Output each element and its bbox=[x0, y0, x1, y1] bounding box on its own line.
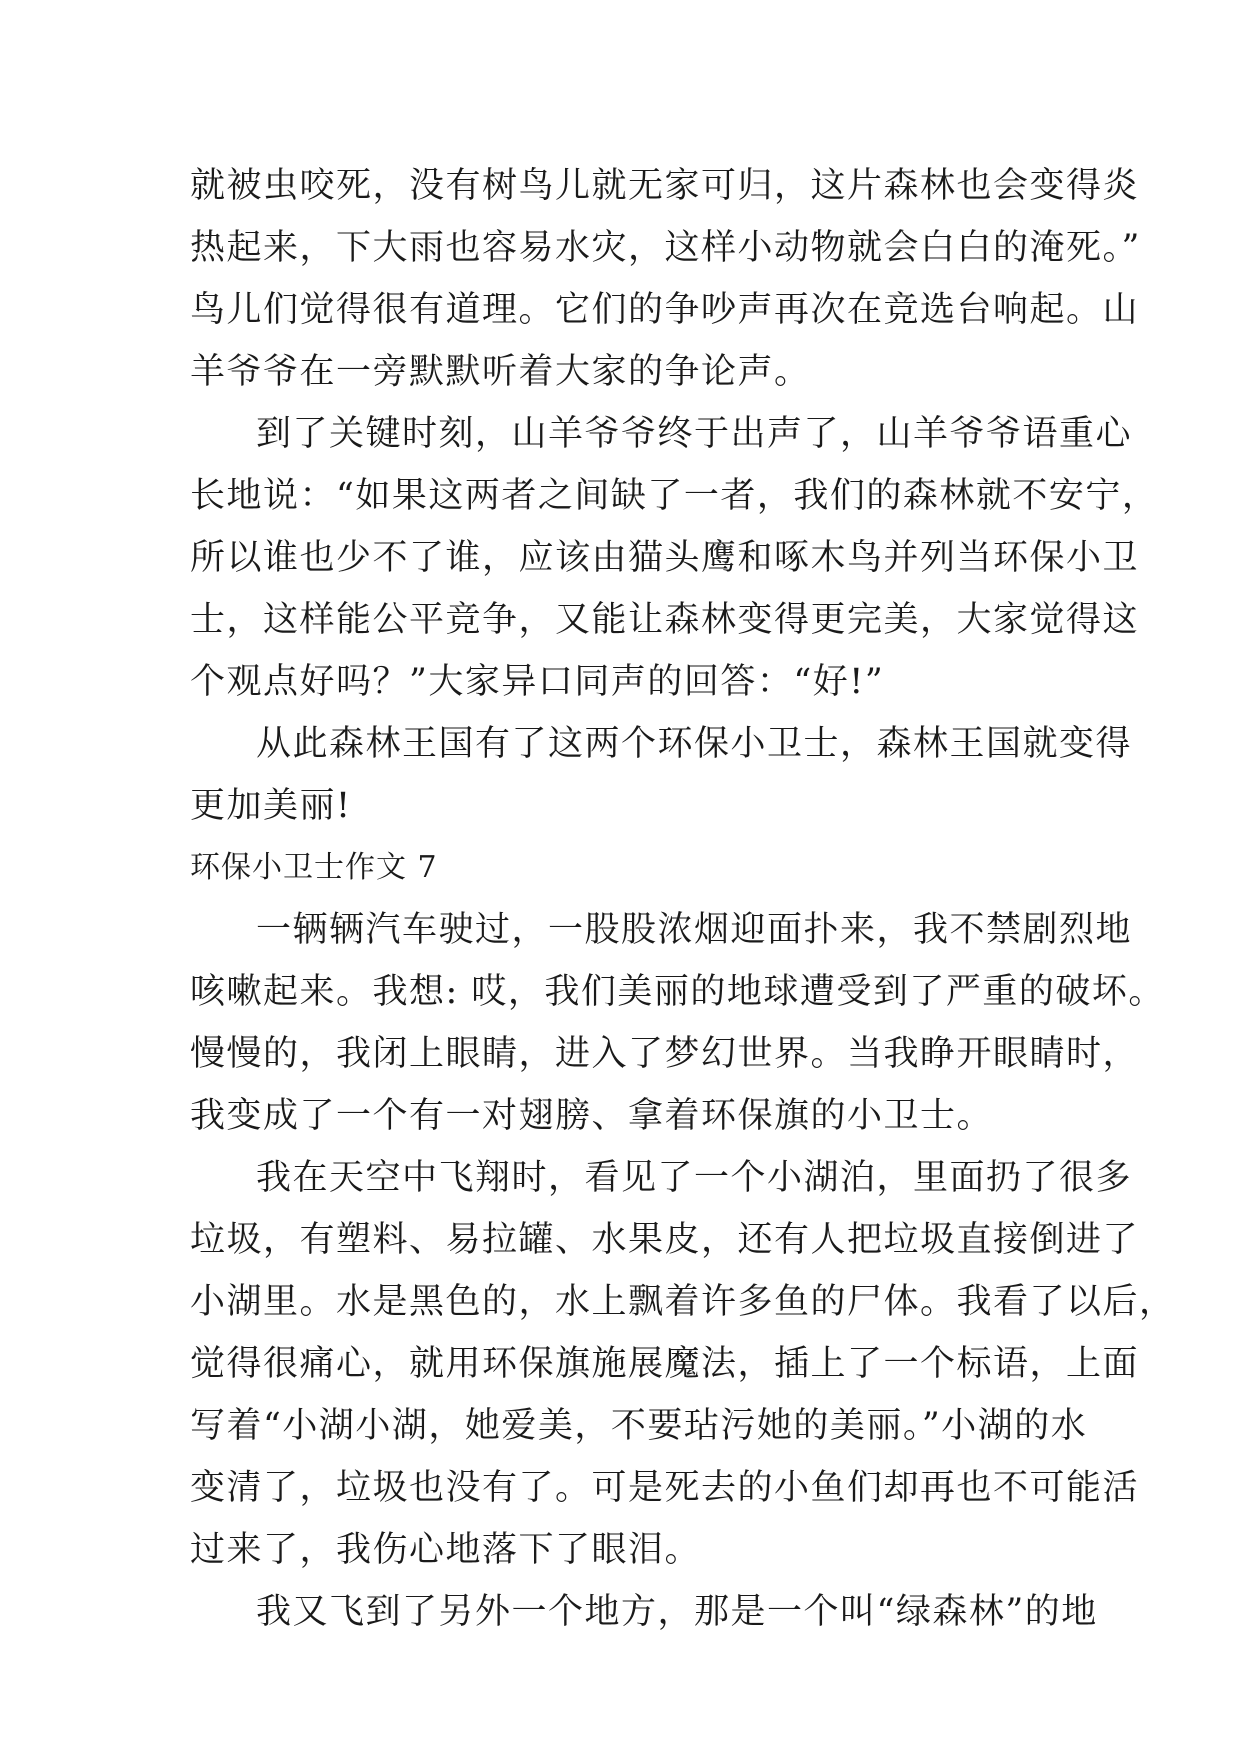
paragraph-start-line: 我在天空中飞翔时，看见了一个小湖泊，里面扔了很多 bbox=[256, 1158, 1133, 1198]
text-line-21: 写着“小湖小湖，她爱美，不要玷污她的美丽。”小湖的水 bbox=[190, 1406, 1088, 1446]
document-page bbox=[190, 155, 1176, 1643]
paragraph-start-line: 到了关键时刻，山羊爷爷终于出声了，山羊爷爷语重心 bbox=[256, 414, 1133, 454]
text-line-8: 士，这样能公平竞争，又能让森林变得更完美，大家觉得这 bbox=[190, 600, 1140, 640]
text-line-4: 羊爷爷在一旁默默听着大家的争论声。 bbox=[190, 352, 811, 392]
text-line-14: 咳嗽起来。我想: 哎，我们美丽的地球遭受到了严重的破坏。 bbox=[190, 972, 1165, 1012]
text-line-20: 觉得很痛心，就用环保旗施展魔法，插上了一个标语，上面 bbox=[190, 1344, 1140, 1384]
text-line-3: 鸟儿们觉得很有道理。它们的争吵声再次在竞选台响起。山 bbox=[190, 290, 1140, 330]
text-line-2: 热起来，下大雨也容易水灾，这样小动物就会白白的淹死。” bbox=[190, 228, 1141, 268]
text-line-11: 更加美丽! bbox=[190, 786, 352, 826]
text-line-16: 我变成了一个有一对翅膀、拿着环保旗的小卫士。 bbox=[190, 1096, 994, 1136]
section-heading: 环保小卫士作文 7 bbox=[190, 850, 438, 885]
text-line-15: 慢慢的，我闭上眼睛，进入了梦幻世界。当我睁开眼睛时， bbox=[190, 1034, 1140, 1074]
text-line-7: 所以谁也少不了谁，应该由猫头鹰和啄木鸟并列当环保小卫 bbox=[190, 538, 1140, 578]
paragraph-start-line: 从此森林王国有了这两个环保小卫士，森林王国就变得 bbox=[256, 724, 1133, 764]
text-line-1: 就被虫咬死，没有树鸟儿就无家可归，这片森林也会变得炎 bbox=[190, 166, 1140, 206]
text-line-18: 垃圾，有塑料、易拉罐、水果皮，还有人把垃圾直接倒进了 bbox=[190, 1220, 1140, 1260]
paragraph-start-line: 一辆辆汽车驶过，一股股浓烟迎面扑来，我不禁剧烈地 bbox=[256, 910, 1133, 950]
text-line-23: 过来了，我伤心地落下了眼泪。 bbox=[190, 1530, 702, 1570]
text-line-22: 变清了，垃圾也没有了。可是死去的小鱼们却再也不可能活 bbox=[190, 1468, 1140, 1508]
text-line-19: 小湖里。水是黑色的，水上飘着许多鱼的尸体。我看了以后， bbox=[190, 1282, 1176, 1322]
text-line-9: 个观点好吗？”大家异口同声的回答：“好!” bbox=[190, 662, 885, 702]
paragraph-start-line: 我又飞到了另外一个地方，那是一个叫“绿森林”的地 bbox=[256, 1592, 1098, 1632]
text-line-6: 长地说：“如果这两者之间缺了一者，我们的森林就不安宁， bbox=[190, 476, 1159, 516]
